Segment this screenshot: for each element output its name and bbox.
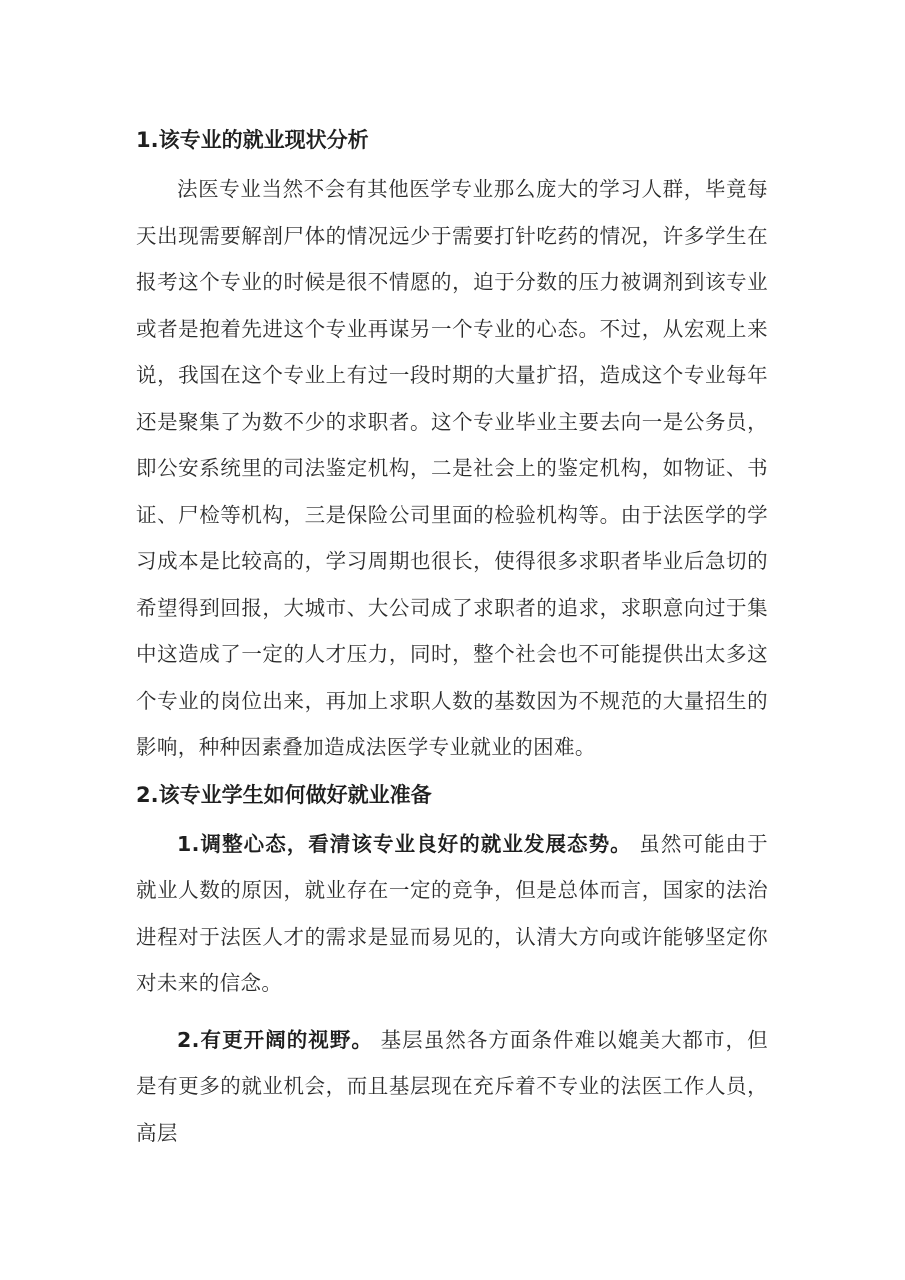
document-page bbox=[136, 118, 768, 1156]
advice-item-1-lead: 1.调整心态，看清该专业良好的就业发展态势。 bbox=[177, 831, 632, 856]
advice-item-1 bbox=[136, 821, 768, 1007]
section-1-paragraph: 法医专业当然不会有其他医学专业那么庞大的学习人群，毕竟每天出现需要解剖尸体的情况远少于需要打针吃药的情况，许多学生在报考这个专业的时候是很不情愿的，迫于分数的压力被调剂到该专业或者是抱着先进这个专业再谋另一个专业的心态。不过，从宏观上来说，我国在这个专业上有过一段时期的大量扩招，造成这个专业每年还是聚集了为数不少的求职者。这个专业毕业主要去向一是公务员，即公安系统里的司法鉴定机构，二是社会上的鉴定机构，如物证、书证、尸检等机构，三是保险公司里面的检验机构等。由于法医学的学习成本是比较高的，学习周期也很长，使得很多求职者毕业后急切的希望得到回报，大城市、大公司成了求职者的追求，求职意向过于集中这造成了一定的人才压力，同时，整个社会也不可能提供出太多这个专业的岗位出来，再加上求职人数的基数因为不规范的大量招生的影响，种种因素叠加造成法医学专业就业的困难。 bbox=[136, 177, 768, 759]
advice-item-1-text: 虽然可能由于就业人数的原因，就业存在一定的竞争，但是总体而言，国家的法治进程对于法医人才的需求是显而易见的，认清大方向或许能够坚定你对未来的信念。 bbox=[136, 831, 768, 995]
section-1-heading: 1.该专业的就业现状分析 bbox=[136, 128, 369, 152]
advice-item-2 bbox=[136, 1017, 768, 1157]
advice-item-2-text: 基层虽然各方面条件难以媲美大都市，但是有更多的就业机会，而且基层现在充斥着不专业的法医工作人员，高层 bbox=[136, 1027, 768, 1145]
advice-item-2-lead: 2.有更开阔的视野。 bbox=[177, 1027, 373, 1052]
section-2-heading: 2.该专业学生如何做好就业准备 bbox=[136, 782, 432, 807]
